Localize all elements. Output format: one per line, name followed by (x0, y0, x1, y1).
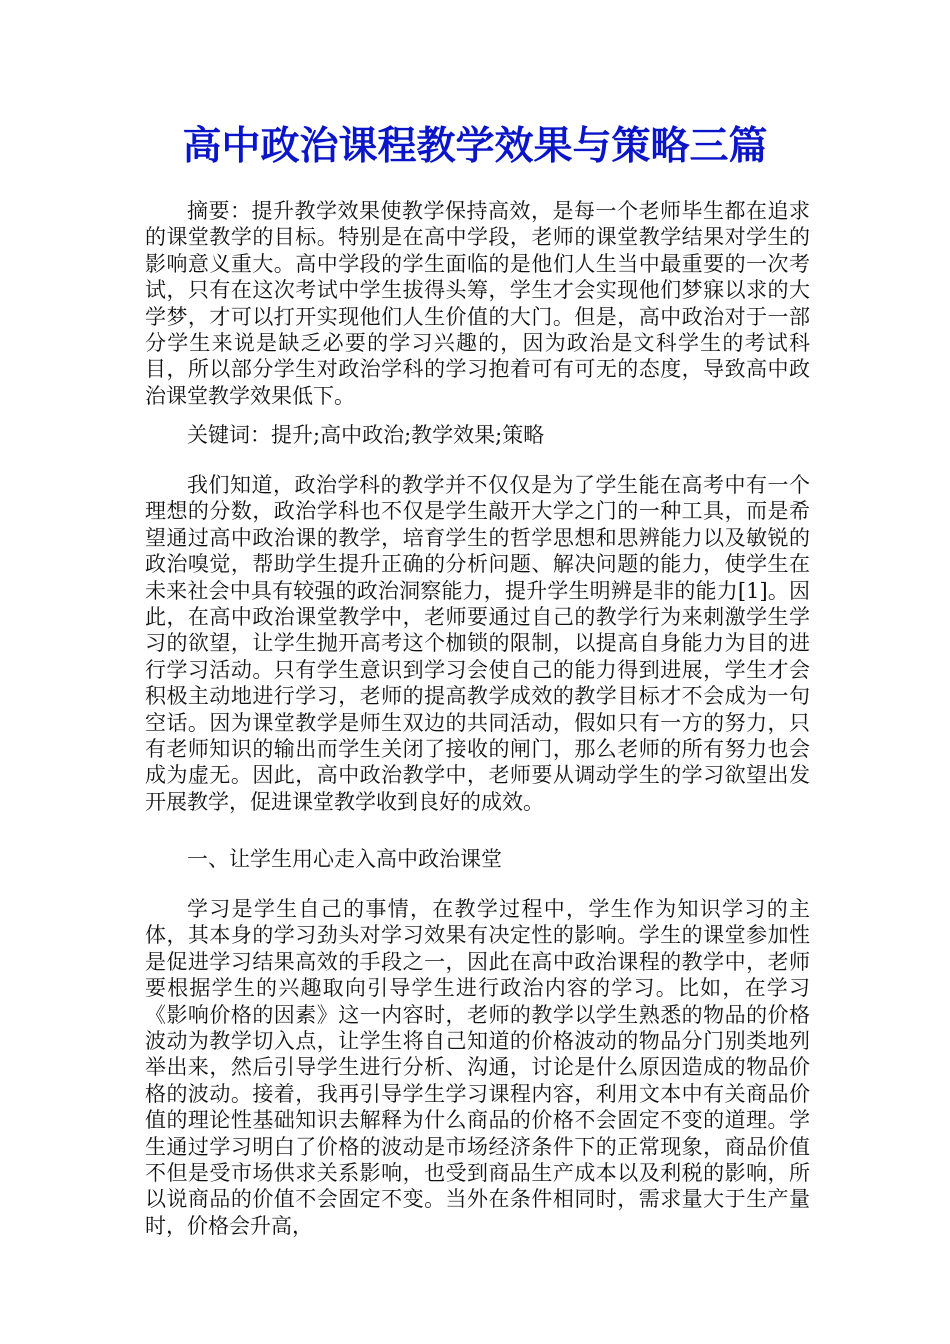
abstract-paragraph: 摘要：提升教学效果使教学保持高效，是每一个老师毕生都在追求的课堂教学的目标。特别是在高中学段，老师的课堂教学结果对学生的影响意义重大。高中学段的学生面临的是他们人生当中最重要的一次考试，只有在这次考试中学生拔得头筹，学生才会实现他们梦寐以求的大学梦，才可以打开实现他们人生价值的大门。但是，高中政治对于一部分学生来说是缺乏必要的学习兴趣的，因为政治是文科学生的考试科目，所以部分学生对政治学科的学习抱着可有可无的态度，导致高中政治课堂教学效果低下。 (145, 199, 810, 408)
keywords-paragraph: 关键词：提升;高中政治;教学效果;策略 (187, 423, 545, 447)
section-paragraph: 学习是学生自己的事情，在教学过程中，学生作为知识学习的主体，其本身的学习劲头对学习效果有决定性的影响。学生的课堂参加性是促进学习结果高效的手段之一，因此在高中政治课程的教学中，老师要根据学生的兴趣取向引导学生进行政治内容的学习。比如，在学习《影响价格的因素》这一内容时，老师的教学以学生熟悉的物品的价格波动为教学切入点，让学生将自己知道的价格波动的物品分门别类地列举出来，然后引导学生进行分析、沟通，讨论是什么原因造成的物品价格的波动。接着，我再引导学生学习课程内容，利用文本中有关商品价值的理论性基础知识去解释为什么商品的价格不会固定不变的道理。学生通过学习明白了价格的波动是市场经济条件下的正常现象，商品价值不但是受市场供求关系影响，也受到商品生产成本以及利税的影响，所以说商品的价值不会固定不变。当外在条件相同时，需求量大于生产量时，价格会升高， (145, 897, 810, 1238)
intro-paragraph: 我们知道，政治学科的教学并不仅仅是为了学生能在高考中有一个理想的分数，政治学科也不仅是学生敲开大学之门的一种工具，而是希望通过高中政治课的教学，培育学生的哲学思想和思辨能力以及敏锐的政治嗅觉，帮助学生提升正确的分析问题、解决问题的能力，使学生在未来社会中具有较强的政治洞察能力，提升学生明辨是非的能力[1]。因此，在高中政治课堂教学中，老师要通过自己的教学行为来刺激学生学习的欲望，让学生抛开高考这个枷锁的限制，以提高自身能力为目的进行学习活动。只有学生意识到学习会使自己的能力得到进展，学生才会积极主动地进行学习，老师的提高教学成效的教学目标才不会成为一句空话。因为课堂教学是师生双边的共同活动，假如只有一方的努力，只有老师知识的输出而学生关闭了接收的闸门，那么老师的所有努力也会成为虚无。因此，高中政治教学中，老师要从调动学生的学习欲望出发开展教学，促进课堂教学收到良好的成效。 (145, 473, 810, 814)
section-heading: 一、让学生用心走入高中政治课堂 (187, 847, 502, 871)
document-title: 高中政治课程教学效果与策略三篇 (182, 123, 768, 169)
